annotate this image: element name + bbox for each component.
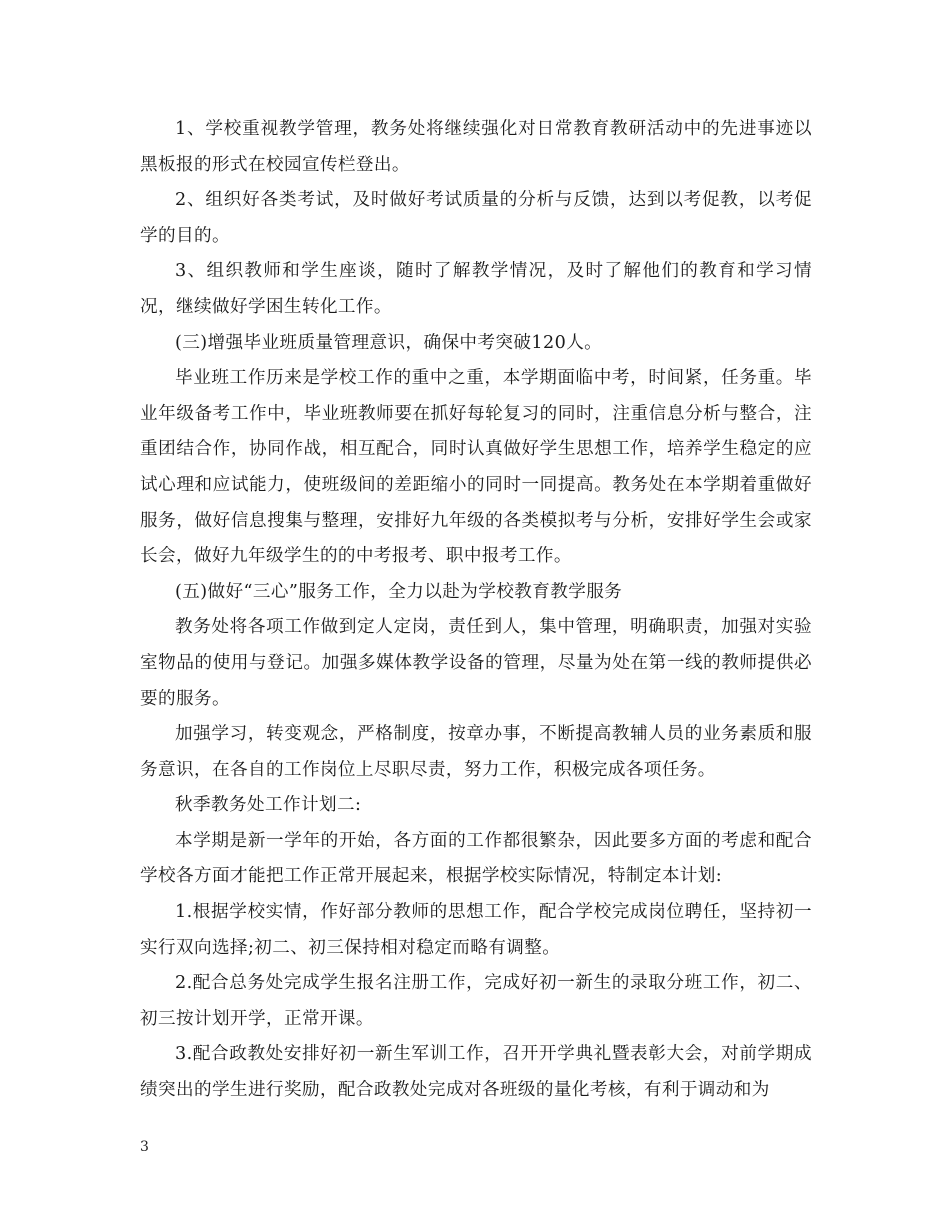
list-item: 1.根据学校实情，作好部分教师的思想工作，配合学校完成岗位聘任，坚持初一实行双向选择;初二、初三保持相对稳定而略有调整。 [140, 902, 812, 958]
list-item: 2.配合总务处完成学生报名注册工作，完成好初一新生的录取分班工作，初二、初三按计划开学，正常开课。 [140, 973, 812, 1029]
paragraph: 加强学习，转变观念，严格制度，按章办事，不断提高教辅人员的业务素质和服务意识，在各自的工作岗位上尽职尽责，努力工作，积极完成各项任务。 [140, 724, 812, 780]
paragraph: 教务处将各项工作做到定人定岗，责任到人，集中管理，明确职责，加强对实验室物品的使用与登记。加强多媒体教学设备的管理，尽量为处在第一线的教师提供必要的服务。 [140, 617, 812, 709]
page-number: 3 [140, 1139, 149, 1155]
section-heading: (三)增强毕业班质量管理意识，确保中考突破120人。 [175, 332, 603, 353]
paragraph: 2、组织好各类考试，及时做好考试质量的分析与反馈，达到以考促教，以考促学的目的。 [140, 190, 812, 246]
paragraph: 3、组织教师和学生座谈，随时了解教学情况，及时了解他们的教育和学习情况，继续做好学困生转化工作。 [140, 261, 812, 317]
section-heading: (五)做好“三心”服务工作，全力以赴为学校教育教学服务 [175, 581, 623, 602]
paragraph: 本学期是新一学年的开始，各方面的工作都很繁杂，因此要多方面的考虑和配合学校各方面才能把工作正常开展起来，根据学校实际情况，特制定本计划: [140, 830, 812, 887]
section-heading: 秋季教务处工作计划二: [175, 795, 362, 816]
paragraph: 毕业班工作历来是学校工作的重中之重，本学期面临中考，时间紧，任务重。毕业年级备考工作中，毕业班教师要在抓好每轮复习的同时，注重信息分析与整合，注重团结合作，协同作战，相互配合，同时认真做好学生思想工作，培养学生稳定的应试心理和应试能力，使班级间的差距缩小的同时一同提高。教务处在本学期着重做好服务，做好信息搜集与整理，安排好九年级的各类模拟考与分析，安排好学生会或家长会，做好九年级学生的的中考报考、职中报考工作。 [140, 368, 812, 567]
list-item: 3.配合政教处安排好初一新生军训工作，召开开学典礼暨表彰大会，对前学期成绩突出的学生进行奖励，配合政教处完成对各班级的量化考核，有利于调动和为 [140, 1044, 812, 1101]
paragraph: 1、学校重视教学管理，教务处将继续强化对日常教育教研活动中的先进事迹以黑板报的形式在校园宣传栏登出。 [140, 119, 812, 175]
document-body [140, 112, 812, 1109]
